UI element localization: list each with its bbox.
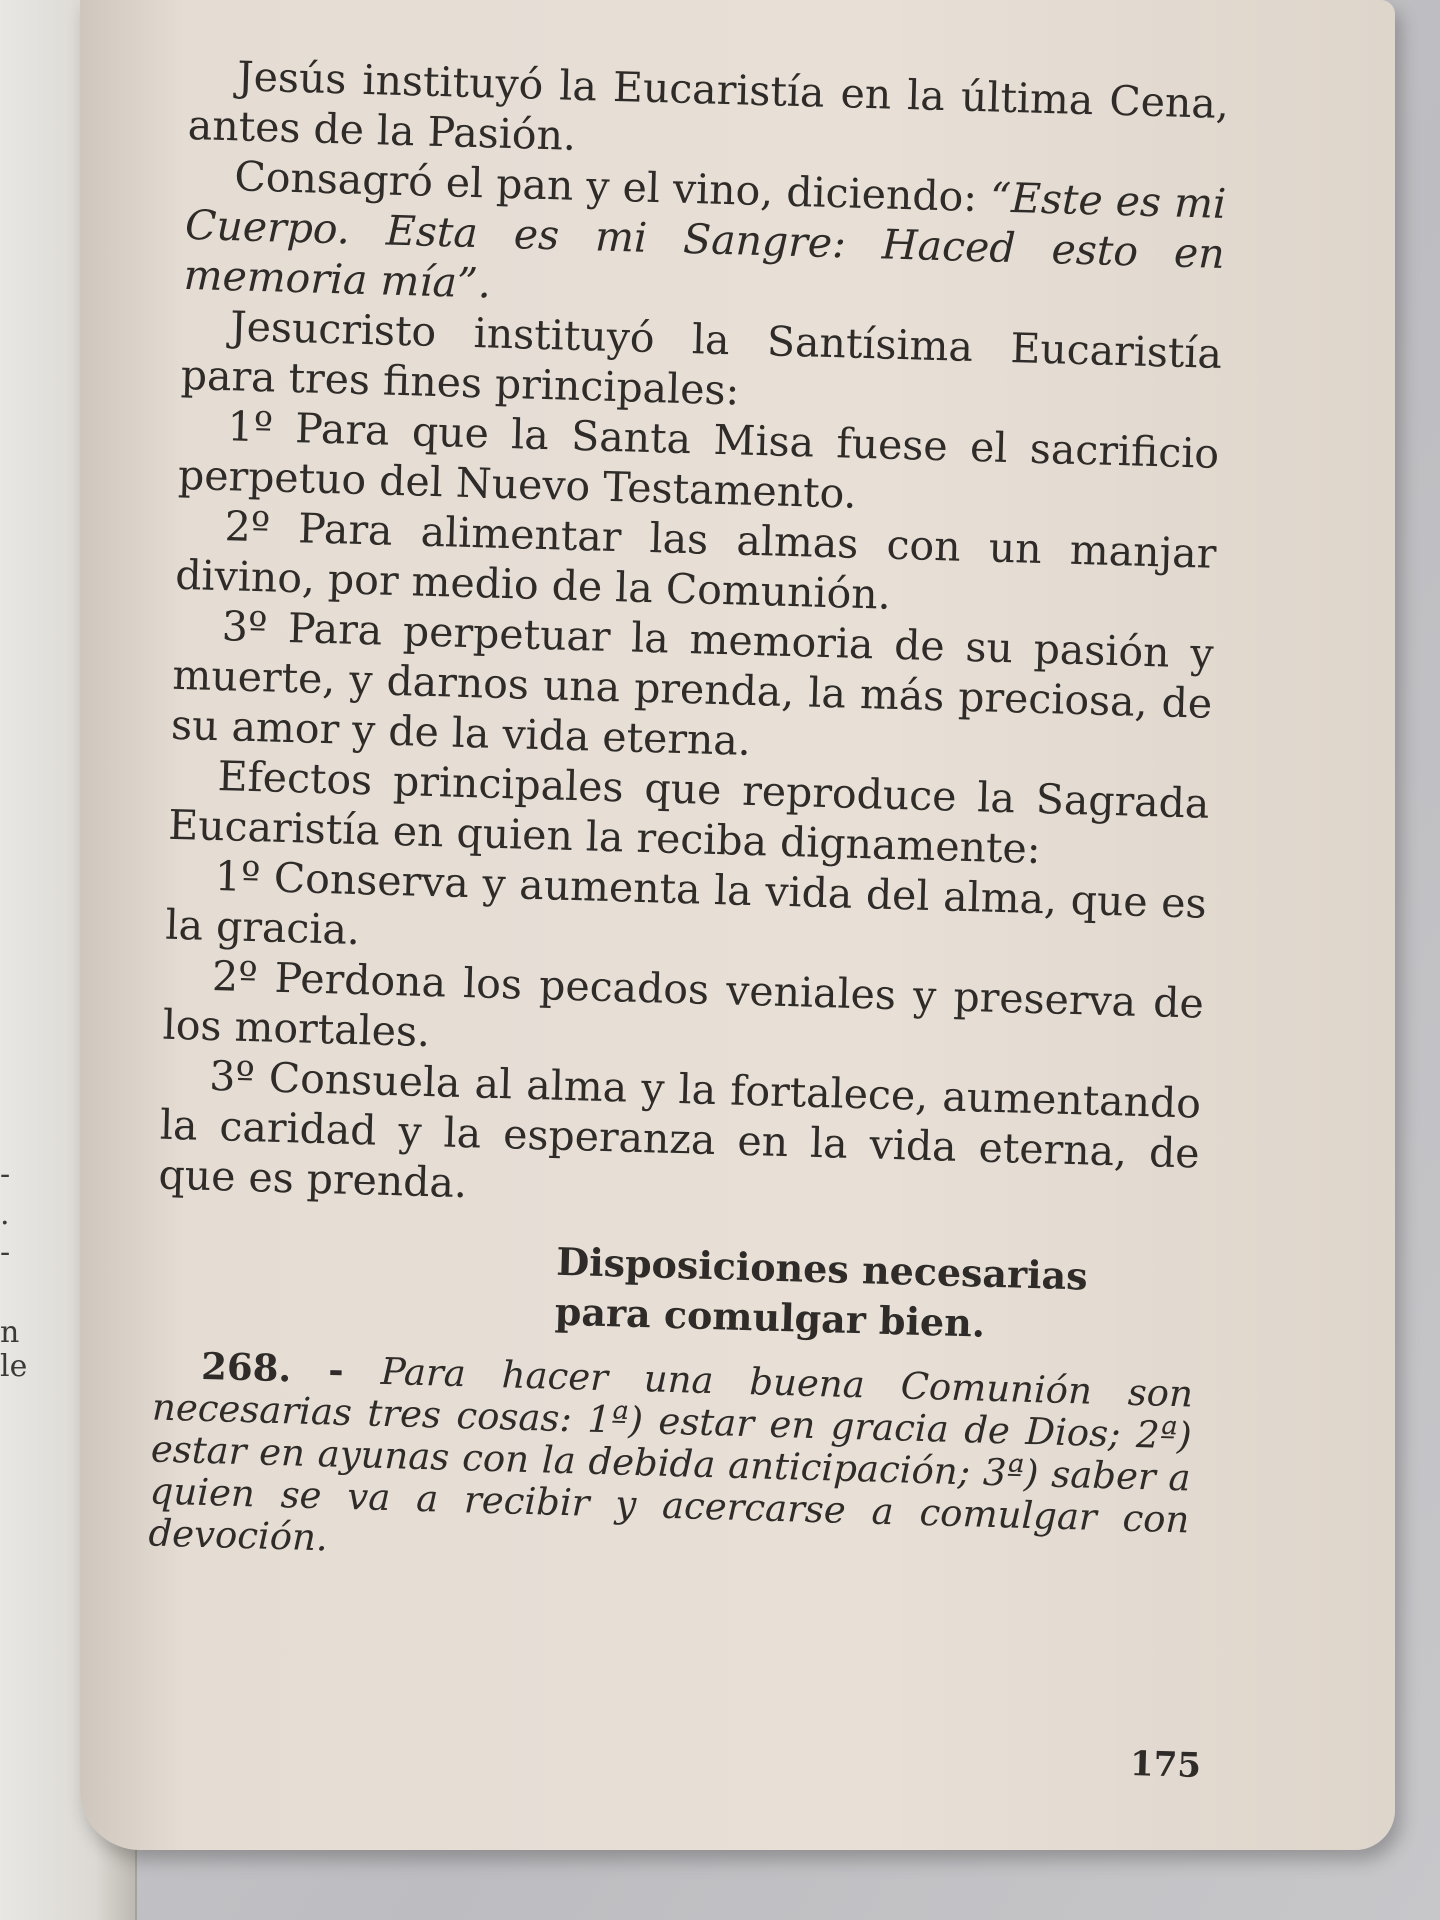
purpose-item: 3º Para perpetuar la memoria de su pasión y muerte, y darnos una prenda, la más preciosa, de su amor y de la vida eterna.	[170, 602, 1215, 765]
section-heading: Disposiciones necesarias para comulgar bien.	[554, 1238, 1089, 1346]
paragraph-purposes-intro: Jesucristo instituyó la Santísima Eucaristía para tres fines principales:	[180, 302, 1223, 415]
left-page-fragment: le	[0, 1349, 28, 1384]
item-text: Para hacer una buena Comunión son necesarias tres cosas: 1ª) estar en gracia de Dios; 2ª) estar en ayunas con la debida anticipación; 3ª) saber a quien se va a recibir y acercarse a comulgar con devoción.	[147, 1349, 1194, 1560]
page-text	[148, 50, 1230, 1583]
numbered-paragraph-268	[148, 1343, 1193, 1583]
left-page-fragment: -	[0, 1235, 11, 1270]
paragraph-consecration	[183, 150, 1227, 329]
effect-item: 1º Conserva y aumenta la vida del alma, que es la gracia.	[164, 852, 1208, 955]
left-page-fragment: .	[0, 1197, 10, 1232]
item-number: 268. -	[200, 1343, 382, 1393]
left-page-fragment: -	[0, 1157, 11, 1192]
page-number: 175	[1129, 1744, 1202, 1786]
purpose-item: 2º Para alimentar las almas con un manjar divino, por medio de la Comunión.	[174, 502, 1218, 619]
purpose-item: 1º Para que la Santa Misa fuese el sacrificio perpetuo del Nuevo Testamento.	[177, 402, 1220, 518]
consecration-lead: Consagró el pan y el vino, diciendo:	[233, 152, 991, 222]
paragraph-effects-intro: Efectos principales que reproduce la Sagrada Eucaristía en quien la reciba dignamente:	[167, 752, 1211, 874]
effect-item: 2º Perdona los pecados veniales y preserva de los mortales.	[162, 951, 1205, 1057]
consecration-quote: “Este es mi Cuerpo. Esta es mi Sangre: Haced esto en memoria mía”.	[183, 173, 1227, 308]
book-page	[80, 0, 1395, 1850]
left-page-fragment: n	[0, 1315, 20, 1350]
paragraph-institution: Jesús instituyó la Eucaristía en la última Cena, antes de la Pasión.	[187, 52, 1230, 160]
effect-item: 3º Consuela al alma y la fortalece, aumentando la caridad y la esperanza en la vida eterna, de que es prenda.	[157, 1051, 1202, 1208]
